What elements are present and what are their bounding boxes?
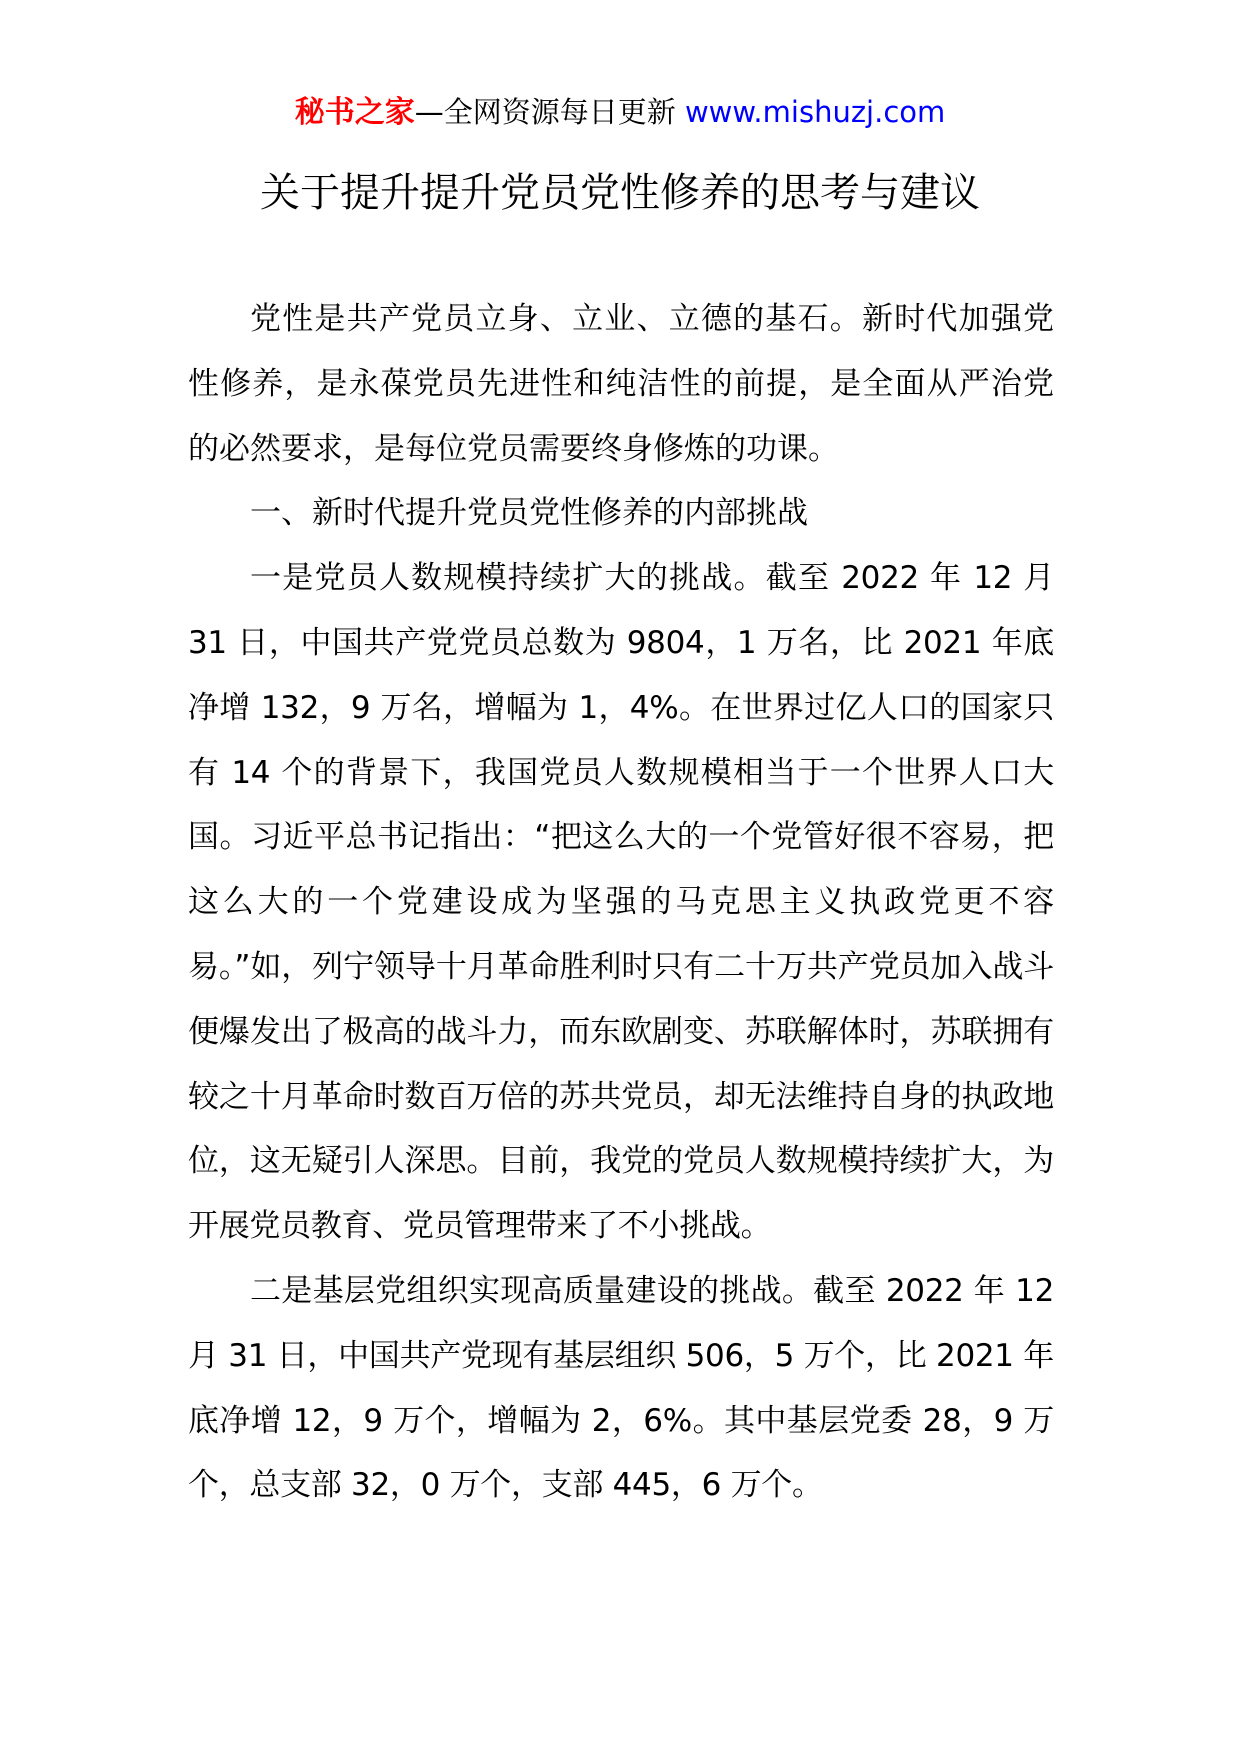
paragraph-challenge-1: 一是党员人数规模持续扩大的挑战。截至 2022 年 12 月 31 日，中国共产党党员总数为 9804，1 万名，比 2021 年底净增 132，9 万名，增幅为 1，4%。在世界过亿人口的国家只有 14 个的背景下，我国党员人数规模相当于一个世界人口大国。习近平总书记指出：“把这么大的一个党管好很不容易，把这么大的一个党建设成为坚强的马克思主义执政党更不容易。”如，列宁领导十月革命胜利时只有二十万共产党员加入战斗便爆发出了极高的战斗力，而东欧剧变、苏联解体时，苏联拥有较之十月革命时数百万倍的苏共党员，却无法维持自身的执政地位，这无疑引人深思。目前，我党的党员人数规模持续扩大，为开展党员教育、党员管理带来了不小挑战。 [188, 560, 1054, 1245]
section-heading-1: 一、新时代提升党员党性修养的内部挑战 [250, 495, 808, 532]
document-title: 关于提升提升党员党性修养的思考与建议 [260, 170, 980, 216]
paragraph-intro: 党性是共产党员立身、立业、立德的基石。新时代加强党性修养，是永葆党员先进性和纯洁性的前提，是全面从严治党的必然要求，是每位党员需要终身修炼的功课。 [188, 301, 1054, 467]
site-header [0, 92, 1240, 133]
header-tagline: —全网资源每日更新 [414, 95, 685, 129]
document-body [188, 287, 1054, 1518]
paragraph-challenge-2: 二是基层党组织实现高质量建设的挑战。截至 2022 年 12 月 31 日，中国共产党现有基层组织 506，5 万个，比 2021 年底净增 12，9 万个，增幅为 2，6%。其中基层党委 28，9 万个，总支部 32，0 万个，支部 445，6 万个。 [188, 1272, 1054, 1504]
brand-name: 秘书之家 [294, 95, 415, 130]
site-url-link[interactable]: www.mishuzj.com [684, 95, 946, 129]
